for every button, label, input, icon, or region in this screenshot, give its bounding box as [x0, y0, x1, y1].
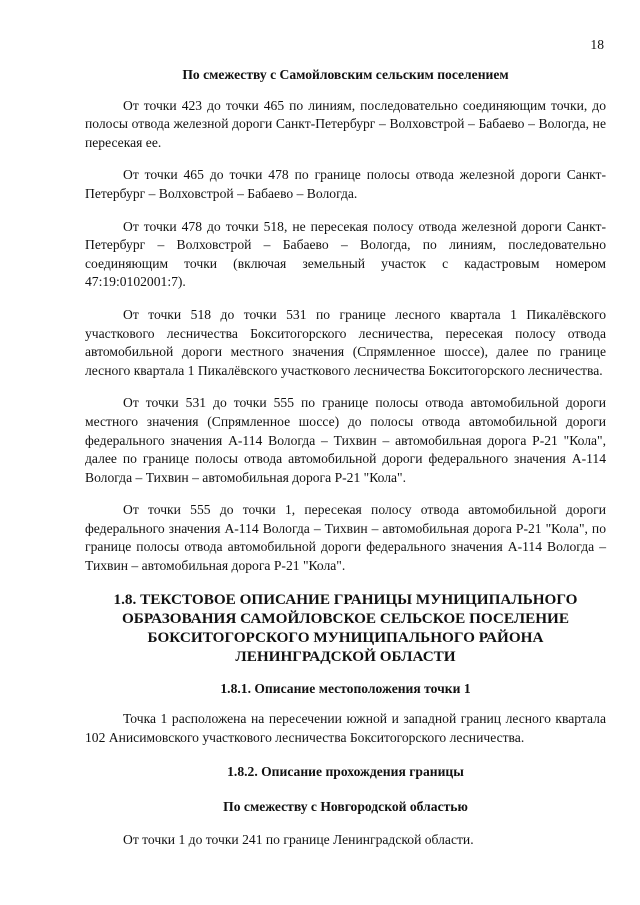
section-1-8-heading-line: ОБРАЗОВАНИЯ САМОЙЛОВСКОЕ СЕЛЬСКОЕ ПОСЕЛЕНИЕ	[121, 609, 569, 627]
section-1-8-heading-line: БОКСИТОГОРСКОГО МУНИЦИПАЛЬНОГО РАЙОНА	[147, 628, 544, 646]
paragraph-423-465: От точки 423 до точки 465 по линиям, последовательно соединяющим точки, до полосы отвода железной дороги Санкт-Петербург – Волховстрой – Бабаево – Вологда, не пересекая ее.	[85, 97, 606, 150]
paragraph-555-1: От точки 555 до точки 1, пересекая полосу отвода автомобильной дороги федерального значения А-114 Вологда – Тихвин – автомобильная дорога Р-21 "Кола", по границе полосы отвода автомобильной дороги федерального значения А-114 Вологда – Тихвин – автомобильная дорога Р-21 "Кола".	[85, 502, 606, 574]
section-1-8-heading	[85, 590, 606, 666]
paragraph-518-531: От точки 518 до точки 531 по границе лесного квартала 1 Пикалёвского участкового лесничества Бокситогорского лесничества, пересекая полосу отвода автомобильной дороги местного значения (Спрямленное шоссе), далее по границе лесного квартала 1 Пикалёвского участкового лесничества Бокситогорского лесничества.	[85, 306, 606, 378]
paragraph-531-555: От точки 531 до точки 555 по границе полосы отвода автомобильной дороги местного значения (Спрямленное шоссе) до полосы отвода автомобильной дороги федерального значения А-114 Вологда – Тихвин – автомобильная дорога Р-21 "Кола", далее по границе полосы отвода автомобильной дороги федерального значения А-114 Вологда – Тихвин – автомобильная дорога Р-21 "Кола".	[85, 395, 606, 485]
section-novgorod-heading: По смежеству с Новгородской областью	[223, 799, 468, 815]
page-number: 18	[590, 37, 604, 52]
paragraph-465-478: От точки 465 до точки 478 по границе полосы отвода железной дороги Санкт-Петербург – Волховстрой – Бабаево – Вологда.	[85, 167, 606, 201]
paragraph-point-1-location: Точка 1 расположена на пересечении южной и западной границ лесного квартала 102 Анисимовского участкового лесничества Бокситогорского лесничества.	[85, 711, 606, 745]
section-1-8-heading-line: ЛЕНИНГРАДСКОЙ ОБЛАСТИ	[235, 647, 456, 665]
paragraph-1-241: От точки 1 до точки 241 по границе Ленинградской области.	[123, 831, 474, 847]
paragraph-478-518: От точки 478 до точки 518, не пересекая полосу отвода железной дороги Санкт-Петербург – Волховстрой – Бабаево – Вологда, по линиям, последовательно соединяющим точки (включая земельный участок с кадастровым номером 47:19:0102001:7).	[85, 218, 606, 290]
section-1-8-2-heading: 1.8.2. Описание прохождения границы	[227, 764, 464, 780]
section-heading-samoylovskoe: По смежеству с Самойловским сельским поселением	[182, 67, 509, 82]
section-1-8-heading-line: 1.8. ТЕКСТОВОЕ ОПИСАНИЕ ГРАНИЦЫ МУНИЦИПАЛЬНОГО	[113, 590, 578, 608]
section-1-8-1-heading: 1.8.1. Описание местоположения точки 1	[220, 680, 471, 696]
